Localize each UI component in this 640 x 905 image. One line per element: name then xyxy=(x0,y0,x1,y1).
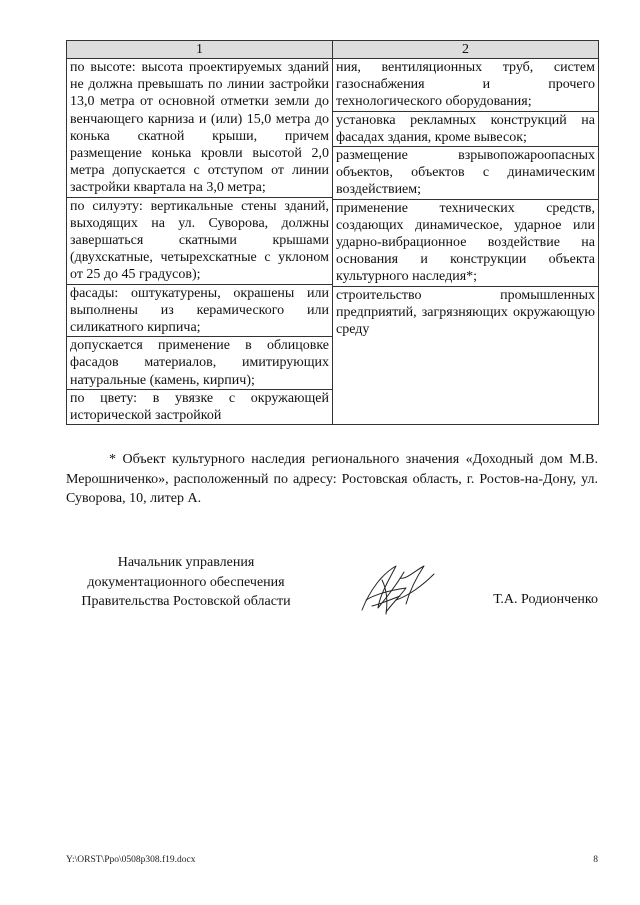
table-header-row xyxy=(67,41,599,59)
column-1-header: 1 xyxy=(67,41,333,59)
page-number: 8 xyxy=(593,855,598,865)
advertising-restriction: установка рекламных конструкций на фасадах здания, кроме вывесок; xyxy=(333,112,598,147)
position-line: Начальник управления xyxy=(117,555,255,570)
materials-requirement: допускается применение в облицовке фасадов материалов, имитирующих натуральные (камень, кирпич); xyxy=(67,337,332,390)
column-1-cell xyxy=(67,59,333,425)
silhouette-requirement: по силуэту: вертикальные стены зданий, выходящих на ул. Суворова, должны завершаться скатными крышами (двухскатные, четырехскатные с уклоном от 25 до 45 градусов); xyxy=(67,198,332,285)
regulations-table xyxy=(66,40,599,425)
column-2-header: 2 xyxy=(333,41,599,59)
handwritten-signature xyxy=(356,560,438,620)
height-requirement: по высоте: высота проектируемых зданий не должна превышать по линии застройки 13,0 метра от основной отметки земли до венчающего карниза и (или) 15,0 метра до конька скатной крыши, причем размещение конька кровли высотой 2,0 метра допускается с отступом от линии застройки квартала на 3,0 метра; xyxy=(67,59,332,198)
signatory-position xyxy=(66,553,306,612)
vibration-restriction: применение технических средств, создающих динамическое, ударное или ударно-вибрационное воздействие на основания и конструкции объекта культурного наследия*; xyxy=(333,200,598,287)
table-row xyxy=(67,59,599,425)
explosive-objects-restriction: размещение взрывопожароопасных объектов, объектов с динамическим воздействием; xyxy=(333,147,598,200)
industrial-restriction: строительство промышленных предприятий, загрязняющих окружающую среду xyxy=(336,287,595,338)
color-requirement: по цвету: в увязке с окружающей исторической застройкой xyxy=(70,390,329,424)
column-2-cell xyxy=(333,59,599,425)
equipment-restriction: ния, вентиляционных труб, систем газоснабжения и прочего технологического оборудования; xyxy=(333,59,598,112)
document-path: Y:\ORST\Ppo\0508p308.f19.docx xyxy=(66,855,196,865)
footnote: * Объект культурного наследия регионального значения «Доходный дом М.В. Мерошниченко», расположенный по адресу: Ростовская область, г. Ростов-на-Дону, ул. Суворова, 10, литер А. xyxy=(66,452,598,506)
position-line: Правительства Ростовской области xyxy=(81,594,291,609)
signatory-name: Т.А. Родионченко xyxy=(493,592,598,607)
facades-requirement: фасады: оштукатурены, окрашены или выполнены из керамического или силикатного кирпича; xyxy=(67,285,332,338)
position-line: документационного обеспечения xyxy=(87,574,285,590)
